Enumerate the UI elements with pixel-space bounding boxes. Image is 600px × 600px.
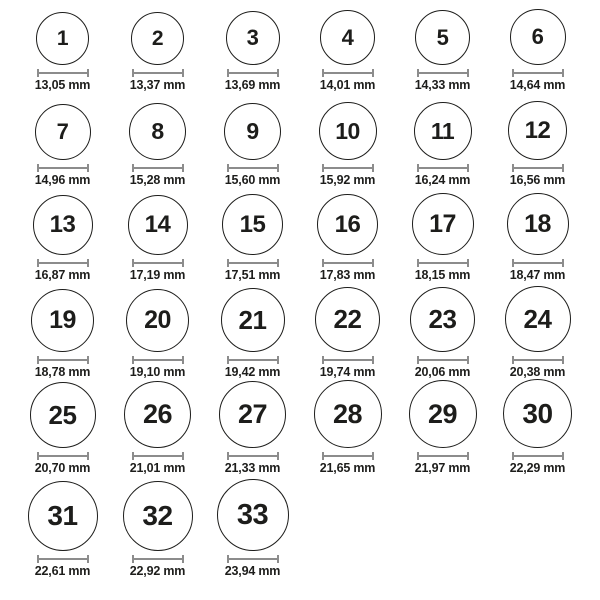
diameter-measure-line (227, 356, 279, 364)
ring-size-item (110, 481, 205, 578)
ring-circle (128, 195, 188, 255)
diameter-label: 16,24 mm (414, 173, 471, 187)
ring-size-item (490, 193, 585, 282)
ring-size-item (300, 194, 395, 282)
ring-circle (224, 103, 281, 160)
diameter-label: 21,01 mm (129, 461, 186, 475)
ring-size-number: 25 (48, 399, 77, 430)
ring-circle (219, 381, 286, 448)
ring-circle (35, 104, 91, 160)
diameter-label: 13,05 mm (34, 78, 91, 92)
ring-size-item (110, 103, 205, 187)
ring-size-number: 31 (47, 500, 78, 531)
diameter-label: 21,33 mm (224, 461, 281, 475)
diameter-measure-line (227, 555, 279, 563)
ring-size-number: 22 (333, 304, 362, 334)
diameter-label: 14,33 mm (414, 78, 471, 92)
ring-size-number: 29 (427, 398, 458, 429)
ring-size-number: 20 (144, 306, 171, 334)
ring-size-item (110, 381, 205, 475)
diameter-label: 15,28 mm (129, 173, 186, 187)
diameter-measure-line (227, 164, 279, 172)
diameter-measure-line (37, 259, 89, 267)
ring-size-item (490, 9, 585, 92)
diameter-label: 17,83 mm (319, 268, 376, 282)
ring-size-item (110, 289, 205, 379)
diameter-label: 15,92 mm (319, 173, 376, 187)
diameter-measure-line (322, 69, 374, 77)
ring-size-number: 21 (238, 304, 267, 335)
ring-circle (412, 193, 474, 255)
ring-size-number: 13 (49, 211, 76, 238)
diameter-measure-line (512, 259, 564, 267)
diameter-measure-line (417, 452, 469, 460)
ring-circle (503, 379, 572, 448)
diameter-label: 18,47 mm (509, 268, 566, 282)
diameter-label: 16,56 mm (509, 173, 566, 187)
ring-circle (30, 382, 96, 448)
ring-size-number: 30 (522, 397, 553, 429)
ring-circle (226, 11, 280, 65)
diameter-measure-line (512, 356, 564, 364)
diameter-measure-line (227, 259, 279, 267)
diameter-measure-line (227, 452, 279, 460)
ring-size-item (395, 10, 490, 92)
diameter-label: 21,65 mm (319, 461, 376, 475)
diameter-measure-line (322, 259, 374, 267)
ring-circle (319, 102, 377, 160)
ring-size-item (15, 12, 110, 92)
diameter-label: 17,19 mm (129, 268, 186, 282)
ring-size-item (15, 481, 110, 578)
ring-size-number: 4 (341, 24, 354, 50)
chart-row (15, 382, 600, 478)
ring-size-number: 17 (429, 209, 456, 238)
diameter-measure-line (322, 164, 374, 172)
diameter-label: 13,69 mm (224, 78, 281, 92)
chart-row (15, 0, 600, 95)
diameter-measure-line (512, 164, 564, 172)
ring-size-item (205, 288, 300, 379)
ring-size-item (15, 382, 110, 475)
diameter-measure-line (132, 259, 184, 267)
chart-row (15, 478, 600, 600)
ring-circle (410, 287, 475, 352)
diameter-label: 15,60 mm (224, 173, 281, 187)
diameter-label: 22,92 mm (129, 564, 186, 578)
ring-size-number: 6 (531, 24, 544, 49)
ring-size-number: 26 (142, 399, 173, 429)
ring-size-number: 8 (151, 118, 164, 144)
ring-circle (317, 194, 378, 255)
ring-size-number: 11 (430, 117, 455, 144)
diameter-label: 18,78 mm (34, 365, 91, 379)
diameter-label: 20,70 mm (34, 461, 91, 475)
diameter-measure-line (37, 356, 89, 364)
ring-circle (129, 103, 186, 160)
diameter-label: 23,94 mm (224, 564, 281, 578)
ring-circle (217, 479, 289, 551)
diameter-label: 14,96 mm (34, 173, 91, 187)
diameter-measure-line (37, 69, 89, 77)
diameter-measure-line (322, 356, 374, 364)
diameter-label: 21,97 mm (414, 461, 471, 475)
ring-circle (315, 287, 380, 352)
ring-circle (510, 9, 566, 65)
ring-circle (123, 481, 193, 551)
diameter-measure-line (417, 69, 469, 77)
ring-circle (131, 12, 184, 65)
ring-size-item (490, 286, 585, 379)
diameter-label: 17,51 mm (224, 268, 281, 282)
diameter-measure-line (322, 452, 374, 460)
ring-circle (33, 195, 93, 255)
ring-size-item (205, 103, 300, 187)
diameter-measure-line (132, 555, 184, 563)
ring-size-number: 1 (56, 26, 69, 50)
ring-size-number: 24 (523, 303, 552, 334)
ring-circle (124, 381, 191, 448)
ring-size-number: 9 (246, 118, 259, 144)
ring-size-item (395, 287, 490, 379)
ring-circle (221, 288, 285, 352)
ring-circle (126, 289, 189, 352)
diameter-label: 14,01 mm (319, 78, 376, 92)
ring-size-item (395, 380, 490, 475)
chart-row (15, 95, 600, 190)
ring-size-number: 15 (239, 210, 266, 238)
ring-size-number: 12 (524, 116, 551, 144)
ring-size-item (15, 289, 110, 379)
ring-circle (28, 481, 98, 551)
ring-circle (415, 10, 470, 65)
diameter-label: 18,15 mm (414, 268, 471, 282)
diameter-label: 16,87 mm (34, 268, 91, 282)
ring-size-item (205, 11, 300, 92)
ring-size-number: 2 (151, 26, 164, 50)
diameter-label: 22,61 mm (34, 564, 91, 578)
ring-size-item (490, 379, 585, 475)
ring-circle (414, 102, 472, 160)
diameter-label: 19,74 mm (319, 365, 376, 379)
diameter-measure-line (132, 356, 184, 364)
ring-size-number: 28 (332, 398, 363, 429)
diameter-label: 19,10 mm (129, 365, 186, 379)
ring-size-number: 27 (237, 399, 268, 429)
diameter-measure-line (37, 452, 89, 460)
ring-size-item (110, 12, 205, 92)
diameter-measure-line (417, 259, 469, 267)
ring-size-item (300, 380, 395, 475)
ring-circle (36, 12, 89, 65)
ring-size-item (205, 381, 300, 475)
diameter-measure-line (512, 452, 564, 460)
diameter-label: 20,38 mm (509, 365, 566, 379)
ring-size-item (15, 195, 110, 282)
ring-size-item (15, 104, 110, 187)
ring-circle (508, 101, 567, 160)
ring-circle (222, 194, 283, 255)
ring-size-item (395, 102, 490, 187)
ring-size-number: 32 (142, 500, 173, 531)
diameter-label: 22,29 mm (509, 461, 566, 475)
ring-size-item (300, 102, 395, 187)
ring-size-number: 18 (524, 209, 551, 238)
ring-size-number: 7 (56, 119, 69, 144)
chart-row (15, 285, 600, 382)
diameter-measure-line (227, 69, 279, 77)
ring-size-number: 14 (144, 211, 171, 238)
ring-circle (314, 380, 382, 448)
chart-row (15, 190, 600, 285)
ring-size-number: 3 (246, 25, 259, 50)
ring-size-number: 19 (49, 306, 76, 334)
ring-circle (505, 286, 571, 352)
diameter-measure-line (132, 164, 184, 172)
diameter-measure-line (512, 69, 564, 77)
diameter-measure-line (37, 164, 89, 172)
ring-size-item (300, 287, 395, 379)
ring-size-number: 33 (236, 498, 269, 531)
diameter-label: 19,42 mm (224, 365, 281, 379)
ring-size-item (395, 193, 490, 282)
diameter-measure-line (132, 69, 184, 77)
ring-size-item (205, 194, 300, 282)
ring-size-item (110, 195, 205, 282)
diameter-label: 13,37 mm (129, 78, 186, 92)
ring-circle (409, 380, 477, 448)
ring-size-number: 10 (335, 117, 360, 144)
diameter-measure-line (37, 555, 89, 563)
ring-size-item (205, 479, 300, 578)
ring-size-number: 16 (334, 210, 361, 238)
diameter-measure-line (417, 164, 469, 172)
ring-size-number: 23 (428, 304, 457, 334)
ring-size-item (300, 10, 395, 92)
diameter-label: 20,06 mm (414, 365, 471, 379)
ring-circle (31, 289, 94, 352)
diameter-measure-line (132, 452, 184, 460)
ring-circle (507, 193, 569, 255)
ring-circle (320, 10, 375, 65)
ring-size-item (490, 101, 585, 187)
diameter-measure-line (417, 356, 469, 364)
ring-size-number: 5 (436, 24, 449, 50)
diameter-label: 14,64 mm (509, 78, 566, 92)
